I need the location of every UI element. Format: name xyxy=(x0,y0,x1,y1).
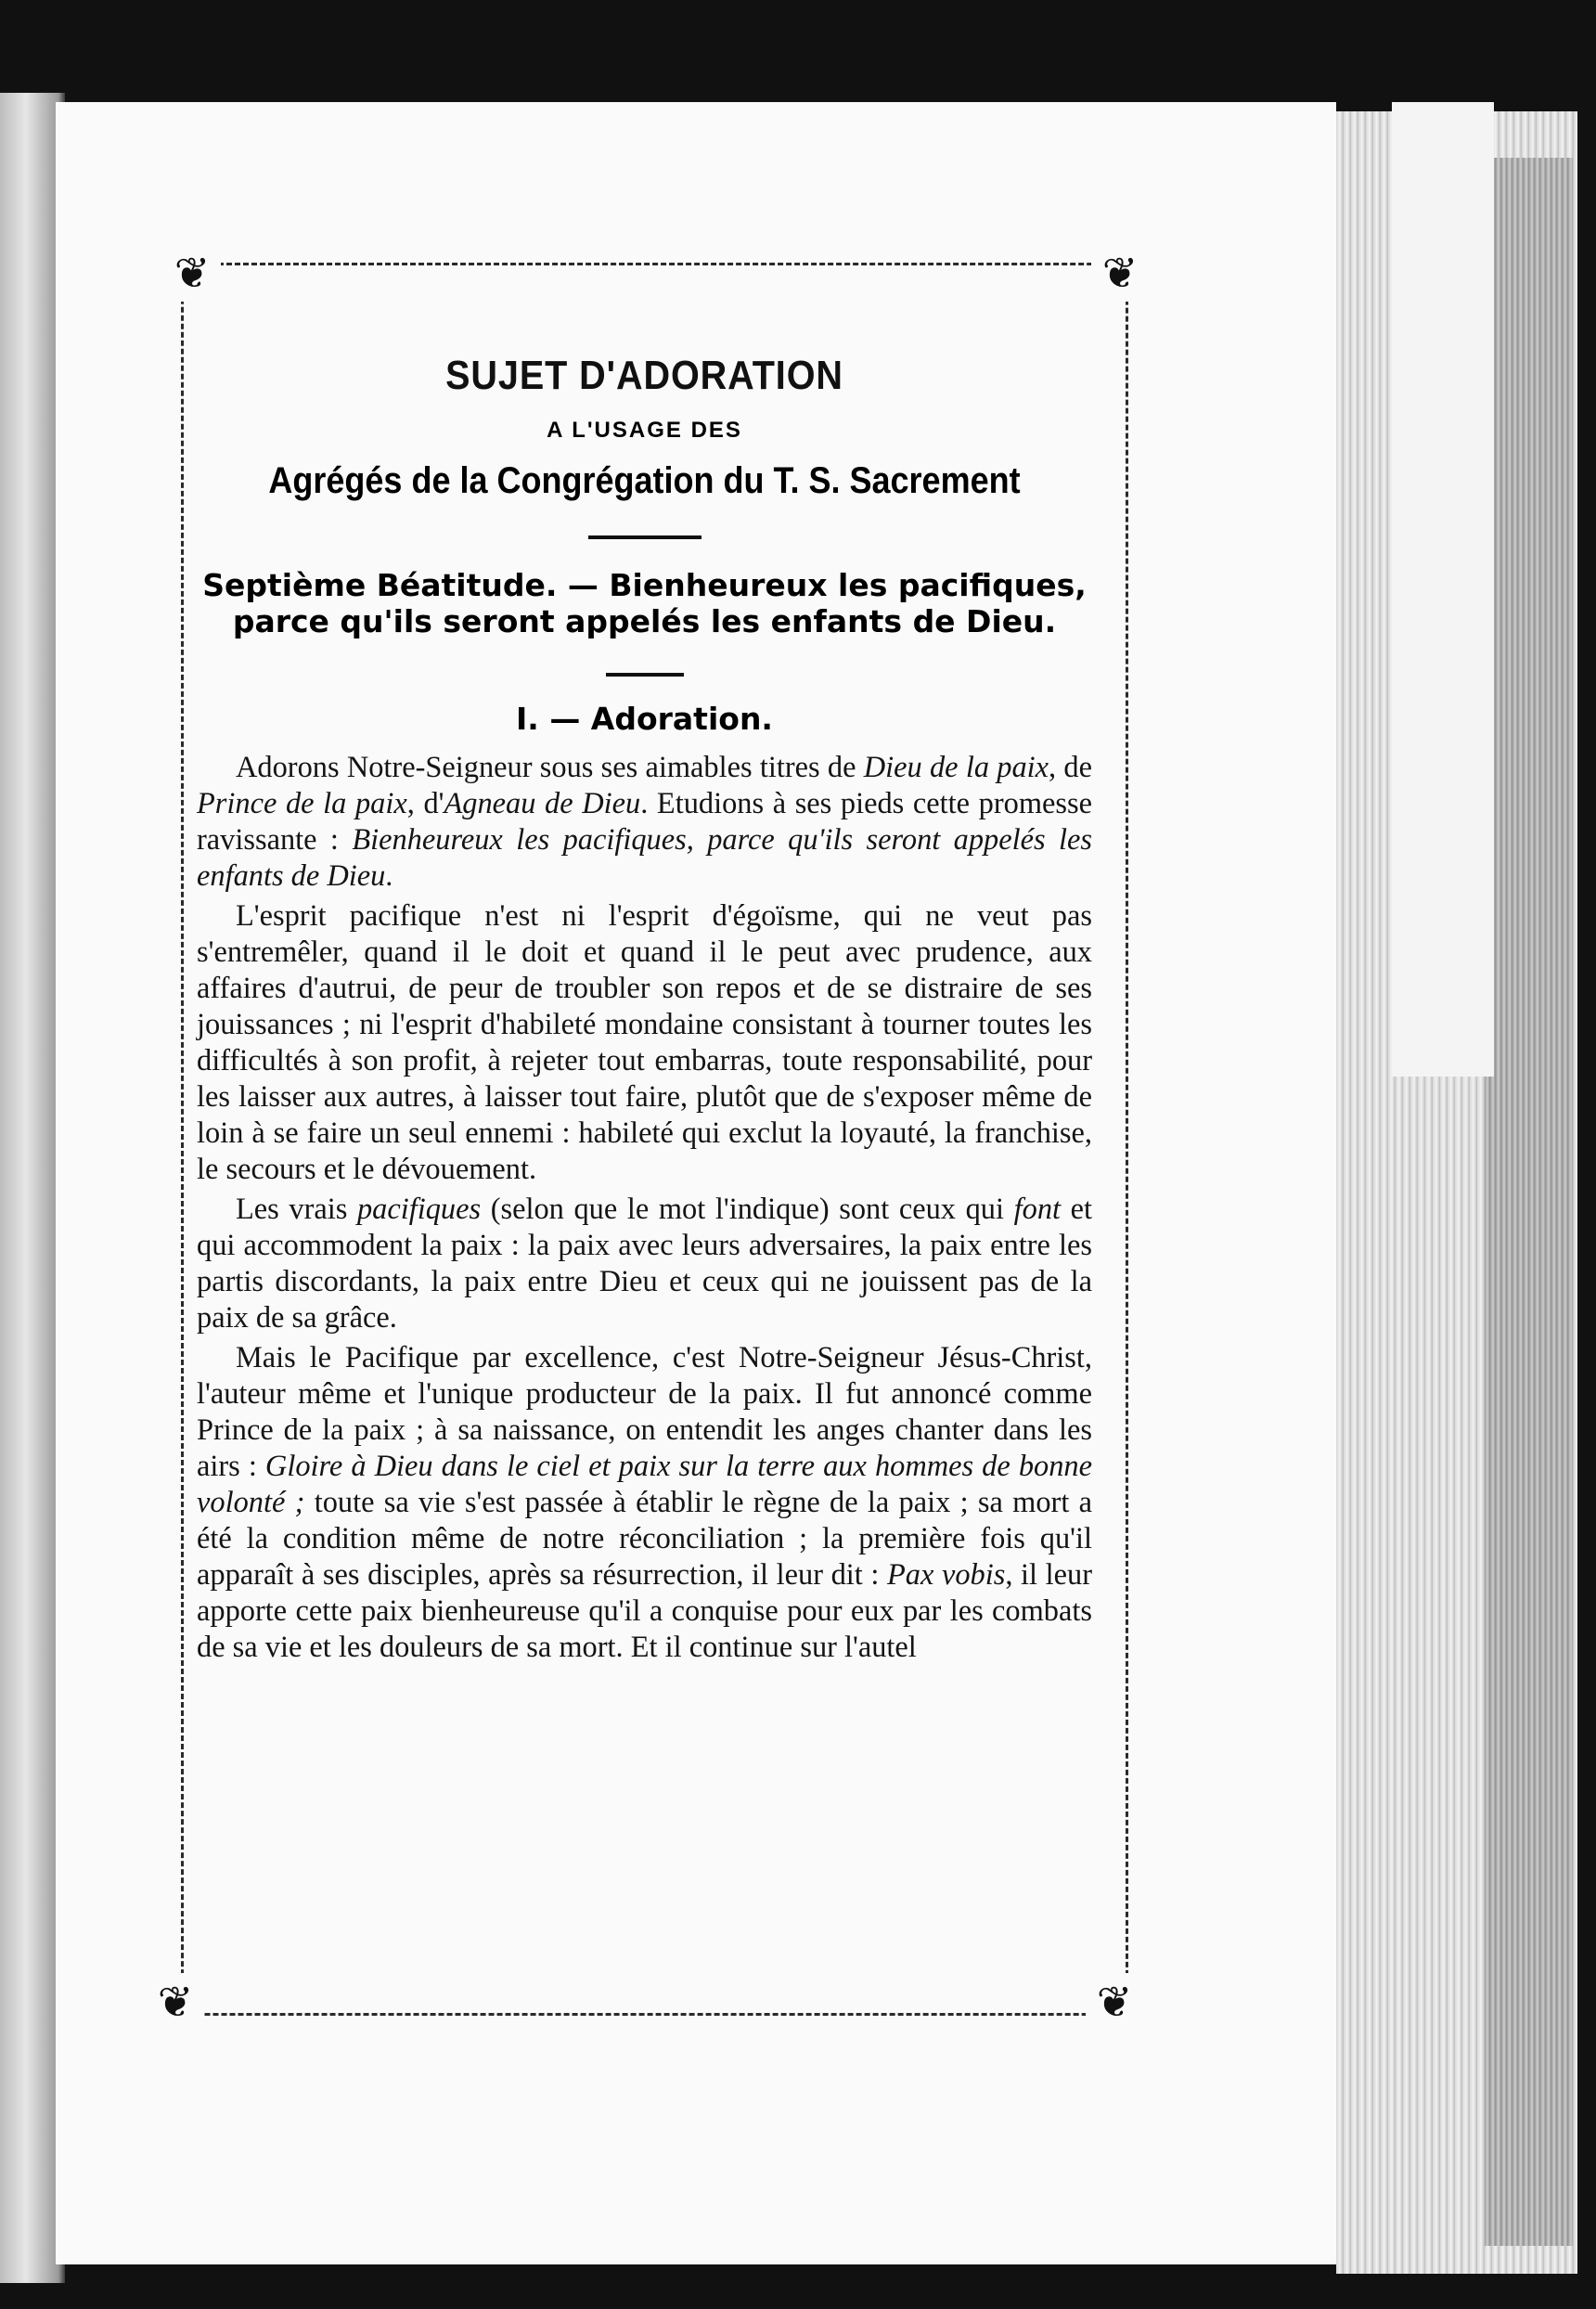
text-run: Mais le Pacifique par excellence, c'est Notre-Seigneur Jésus-Christ, l'auteur même et l'unique producteur de la paix. Il fut annoncé comme Prince de la paix ; à sa naissance, on entendit les anges chanter dans les airs : xyxy=(197,1341,1092,1483)
paragraph xyxy=(197,1340,1092,1666)
section-heading: I. — Adoration. xyxy=(516,701,773,737)
text-run: et qui accommodent la paix : la paix avec leurs adversaires, la paix entre les partis discordants, la paix entre Dieu et ceux qui ne jouissent pas de la paix de sa grâce. xyxy=(197,1193,1093,1335)
italic-text: Dieu de la paix xyxy=(863,751,1049,784)
text-run: Les vrais xyxy=(236,1193,357,1226)
italic-text: Gloire à Dieu dans le ciel et paix sur la terre aux hommes de bonne volonté ; xyxy=(197,1450,1092,1519)
italic-text: pacifiques xyxy=(356,1193,482,1226)
paragraph xyxy=(197,750,1092,895)
corner-ornament-icon: ❦ xyxy=(1086,1973,1143,2031)
corner-ornament-icon: ❦ xyxy=(1091,244,1149,302)
corner-ornament-icon: ❦ xyxy=(163,244,221,302)
text-run: Adorons Notre-Seigneur sous ses aimables titres de xyxy=(236,751,864,784)
book-page-tab xyxy=(1392,102,1494,1077)
italic-text: Bienheureux les pacifiques, parce qu'ils seront appelés les enfants de Dieu xyxy=(197,823,1092,893)
page-title: SUJET D'ADORATION xyxy=(445,353,843,398)
divider xyxy=(588,535,701,539)
italic-text: Agneau de Dieu xyxy=(444,787,641,820)
text-run: L'esprit pacifique n'est ni l'esprit d'égoïsme, qui ne veut pas s'entremêler, quand il le doit et quand il le peut avec prudence, aux affaires d'autrui, de peur de troubler son repos et de se distraire de ses jouissances ; ni l'esprit d'habileté mondaine consistant à tourner toutes les difficultés à son profit, à rejeter tout embarras, toute responsabilité, pour les laisser aux autres, à laisser tout faire, plutôt que de s'exposer même de loin à se faire un seul ennemi : habileté qui exclut la loyauté, la franchise, le secours et le dévouement. xyxy=(197,899,1092,1186)
text-run: . xyxy=(385,859,393,893)
paragraph xyxy=(197,1192,1092,1336)
italic-text: Pax vobis xyxy=(887,1558,1006,1592)
book-back-cover-edge xyxy=(1485,158,1573,2246)
text-run: , d' xyxy=(406,787,444,820)
italic-text: font xyxy=(1013,1193,1062,1226)
page-subtitle: A L'USAGE DES xyxy=(547,418,742,443)
italic-text: Prince de la paix xyxy=(197,787,407,820)
paragraph xyxy=(197,898,1092,1188)
text-run: , de xyxy=(1049,751,1092,784)
page-subtitle-congregation: Agrégés de la Congrégation du T. S. Sacrement xyxy=(268,460,1021,501)
beatitude-heading: Septième Béatitude. — Bienheureux les pacifiques, parce qu'ils seront appelés les enfants de Dieu. xyxy=(202,567,1087,639)
body-text xyxy=(197,750,1092,1666)
page-content xyxy=(197,353,1092,1666)
corner-ornament-icon: ❦ xyxy=(147,1973,204,2031)
text-run: . Etudions à ses pieds cette promesse ravissante : xyxy=(197,787,1092,857)
text-run: (selon que le mot l'indique) sont ceux qui xyxy=(481,1193,1014,1226)
divider xyxy=(606,673,684,677)
text-run: toute sa vie s'est passée à établir le règne de la paix ; sa mort a été la condition même de notre réconciliation ; la première fois qu'il apparaît à ses disciples, après sa résurrection, il leur dit : xyxy=(197,1486,1092,1592)
text-run: , il leur apporte cette paix bienheureuse qu'il a conquise pour eux par les combats de sa vie et les douleurs de sa mort. Et il continue sur l'autel xyxy=(197,1558,1093,1664)
